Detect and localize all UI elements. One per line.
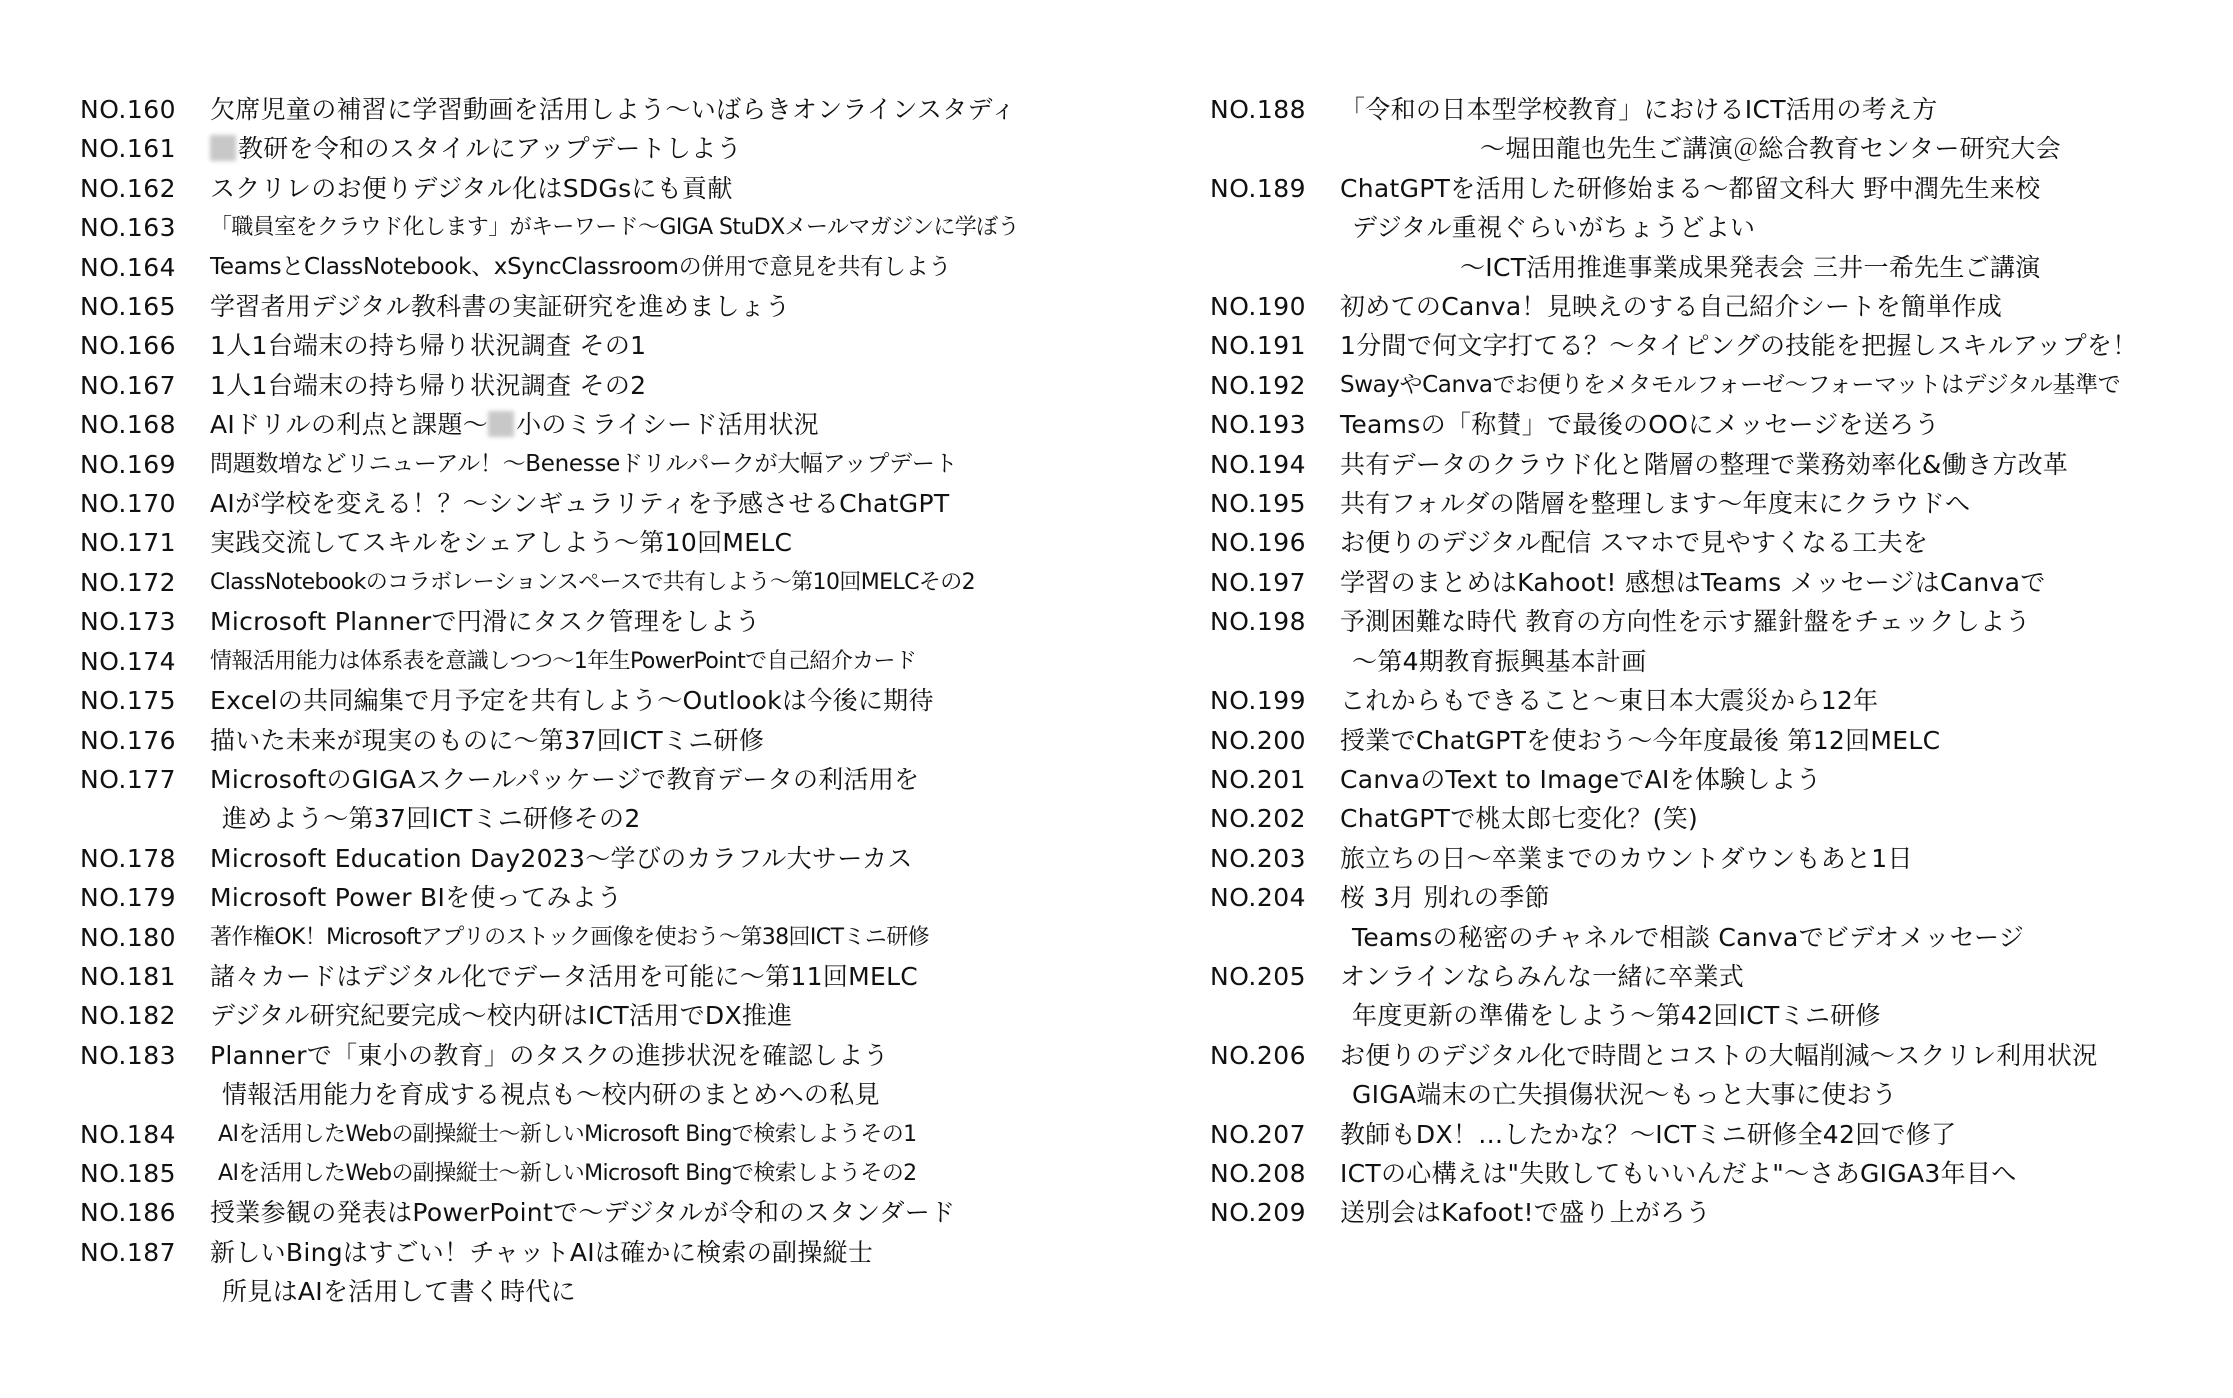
entry-number: NO.202 [1210,804,1307,834]
entry-title: 初めてのCanva！見映えのする自己紹介シートを簡単作成 [1340,292,2003,322]
entry-number: NO.162 [80,173,177,203]
entry-202 [1210,799,2210,838]
entry-title: AIを活用したWebの副操縦士～新しいMicrosoft Bingで検索しようその2 [218,1160,917,1186]
entry-title: 1人1台端末の持ち帰り状況調査 その1 [210,331,647,361]
entry-179 [80,878,1120,917]
entry-number: NO.187 [80,1237,177,1267]
entry-title: これからもできること～東日本大震災から12年 [1340,686,1879,716]
entry-title: 欠席児童の補習に学習動画を活用しよう～いばらきオンラインスタディ [210,95,1017,124]
entry-title: 旅立ちの日～卒業までのカウントダウンもあと1日 [1340,843,1913,873]
entry-title-continued: 所見はAIを活用して書く時代に [222,1277,576,1307]
entry-number: NO.182 [80,1001,177,1031]
entry-title: 学習のまとめはKahoot! 感想はTeams メッセージはCanvaで [1340,567,2046,597]
entry-title: Teamsの「称賛」で最後のOOにメッセージを送ろう [1340,410,1940,440]
entry-161 [80,129,1120,168]
entry-title-continued: GIGA端末の亡失損傷状況～もっと大事に使おう [1352,1080,1898,1110]
entry-title: Plannerで「東小の教育」のタスクの進捗状況を確認しよう [210,1040,889,1070]
entry-195 [1210,484,2210,523]
entry-title: 「令和の日本型学校教育」におけるICT活用の考え方 [1340,95,1938,124]
entry-number: NO.205 [1210,961,1307,991]
entry-title: 共有フォルダの階層を整理します～年度末にクラウドへ [1340,489,1971,519]
entry-title-continued: デジタル重視ぐらいがちょうどよい [1352,213,1756,243]
entry-title: ClassNotebookのコラボレーションスペースで共有しよう～第10回MELCその2 [210,569,976,595]
entry-203 [1210,839,2210,878]
entry-194 [1210,445,2210,484]
entry-number: NO.169 [80,449,177,479]
entry-183 [80,1036,1120,1115]
entry-204 [1210,878,2210,957]
entry-number: NO.195 [1210,489,1307,519]
entry-208 [1210,1154,2210,1193]
entry-number: NO.203 [1210,843,1307,873]
entry-number: NO.206 [1210,1040,1307,1070]
entry-title: 学習者用デジタル教科書の実証研究を進めましょう [210,292,791,322]
entry-title-line [210,129,742,168]
entry-173 [80,602,1120,641]
entry-title-continued: Teamsの秘密のチャネルで相談 Canvaでビデオメッセージ [1352,922,2025,952]
entry-189 [1210,169,2210,287]
redacted-mark [210,135,236,161]
entry-number: NO.179 [80,883,177,913]
entry-185 [80,1154,1120,1193]
entry-number: NO.164 [80,252,177,282]
entry-title: 1分間で何文字打てる？～タイピングの技能を把握しスキルアップを！ [1340,331,2138,361]
entry-title-continued: ～第4期教育振興基本計画 [1352,646,1647,676]
entry-162 [80,169,1120,208]
entry-175 [80,681,1120,720]
entry-197 [1210,563,2210,602]
entry-title: Microsoft Plannerで円滑にタスク管理をしよう [210,607,761,637]
entry-title: CanvaのText to ImageでAIを体験しよう [1340,764,1822,794]
entry-title: 新しいBingはすごい！チャットAIは確かに検索の副操縦士 [210,1237,874,1267]
entry-number: NO.173 [80,607,177,637]
entry-207 [1210,1115,2210,1154]
entry-176 [80,721,1120,760]
entry-186 [80,1193,1120,1232]
entry-number: NO.188 [1210,95,1307,124]
entry-170 [80,484,1120,523]
entry-title: SwayやCanvaでお便りをメタモルフォーゼ～フォーマットはデジタル基準で [1340,371,2121,398]
entry-title-part: 小のミライシード活用状況 [516,410,819,440]
entry-title: お便りのデジタル配信 スマホで見やすくなる工夫を [1340,528,1929,558]
entry-201 [1210,760,2210,799]
entry-title: 送別会はKafoot!で盛り上がろう [1340,1198,1711,1228]
entry-title: Microsoft Power BIを使ってみよう [210,883,623,913]
entry-160 [80,90,1120,129]
entry-number: NO.176 [80,725,177,755]
entry-191 [1210,326,2210,365]
entry-title: Microsoft Education Day2023～学びのカラフル大サーカス [210,843,913,873]
entry-number: NO.183 [80,1040,177,1070]
entry-title: AIを活用したWebの副操縦士～新しいMicrosoft Bingで検索しようその1 [218,1121,917,1147]
entry-title: AIが学校を変える！？～シンギュラリティを予感させるChatGPT [210,489,950,519]
entry-title: 授業参観の発表はPowerPointで～デジタルが令和のスタンダード [210,1198,956,1228]
entry-205 [1210,957,2210,1036]
entry-163 [80,208,1120,247]
entry-number: NO.181 [80,961,177,991]
entry-number: NO.180 [80,922,177,952]
entry-172 [80,563,1120,602]
entry-title: 桜 3月 別れの季節 [1340,883,1550,913]
entry-number: NO.198 [1210,607,1307,637]
right-column [1210,90,2210,1233]
entry-174 [80,642,1120,681]
entry-number: NO.172 [80,567,177,597]
entry-184 [80,1115,1120,1154]
entry-196 [1210,523,2210,562]
entry-171 [80,523,1120,562]
entry-title: Excelの共同編集で月予定を共有しよう～Outlookは今後に期待 [210,686,934,716]
entry-number: NO.191 [1210,331,1307,361]
entry-number: NO.204 [1210,883,1307,913]
entry-title: MicrosoftのGIGAスクールパッケージで教育データの利活用を [210,764,920,794]
entry-number: NO.185 [80,1158,177,1188]
entry-number: NO.178 [80,843,177,873]
entry-title: ICTの心構えは"失敗してもいいんだよ"～さあGIGA3年目へ [1340,1158,2017,1188]
entry-178 [80,839,1120,878]
entry-193 [1210,405,2210,444]
entry-200 [1210,721,2210,760]
entry-title: 教研を令和のスタイルにアップデートしよう [238,134,742,164]
entry-number: NO.175 [80,686,177,716]
entry-199 [1210,681,2210,720]
entry-number: NO.171 [80,528,177,558]
entry-title: 1人1台端末の持ち帰り状況調査 その2 [210,370,647,400]
entry-206 [1210,1036,2210,1115]
entry-166 [80,326,1120,365]
entry-182 [80,996,1120,1035]
entry-number: NO.197 [1210,567,1307,597]
entry-title: 共有データのクラウド化と階層の整理で業務効率化&働き方改革 [1340,449,2069,479]
entry-number: NO.168 [80,410,177,440]
entry-number: NO.174 [80,646,177,676]
entry-title-continued: ～堀田龍也先生ご講演＠総合教育センター研究大会 [1480,134,2061,164]
entry-number: NO.177 [80,764,177,794]
entry-number: NO.207 [1210,1119,1307,1149]
entry-title: ChatGPTを活用した研修始まる～都留文科大 野中潤先生来校 [1340,173,2041,203]
entry-number: NO.170 [80,489,177,519]
entry-198 [1210,602,2210,681]
entry-title-part: AIドリルの利点と課題～ [210,410,489,440]
entry-title: TeamsとClassNotebook、xSyncClassroomの併用で意見を共有しよう [210,253,952,280]
entry-number: NO.167 [80,370,177,400]
entry-title: 描いた未来が現実のものに～第37回ICTミニ研修 [210,725,765,755]
entry-188 [1210,90,2210,169]
entry-number: NO.200 [1210,725,1307,755]
entry-title: ChatGPTで桃太郎七変化？(笑) [1340,804,1699,834]
entry-title: 情報活用能力は体系表を意識しつつ～1年生PowerPointで自己紹介カード [210,648,917,674]
entry-192 [1210,366,2210,405]
entry-title: 諸々カードはデジタル化でデータ活用を可能に～第11回MELC [210,961,919,991]
entry-number: NO.161 [80,134,177,164]
entry-title: 予測困難な時代 教育の方向性を示す羅針盤をチェックしよう [1340,607,2031,637]
entry-title: 「職員室をクラウド化します」がキーワード～GIGA StuDXメールマガジンに学ぼう [210,215,1019,241]
entry-title: デジタル研究紀要完成～校内研はICT活用でDX推進 [210,1001,793,1031]
entry-title-continued: 年度更新の準備をしよう～第42回ICTミニ研修 [1352,1001,1881,1031]
entry-181 [80,957,1120,996]
entry-number: NO.201 [1210,764,1307,794]
entry-title-line [210,405,819,444]
entry-title: 実践交流してスキルをシェアしよう～第10回MELC [210,528,793,558]
entry-164 [80,248,1120,287]
entry-number: NO.194 [1210,449,1307,479]
entry-title: オンラインならみんな一緒に卒業式 [1340,961,1745,991]
entry-number: NO.184 [80,1119,177,1149]
entry-169 [80,445,1120,484]
entry-number: NO.166 [80,331,177,361]
entry-title-continued: 進めよう～第37回ICTミニ研修その2 [222,804,641,834]
redacted-mark [488,411,514,437]
entry-number: NO.196 [1210,528,1307,558]
entry-165 [80,287,1120,326]
entry-167 [80,366,1120,405]
entry-title: 著作権OK！Microsoftアプリのストック画像を使おう～第38回ICTミニ研修 [210,924,930,950]
entry-number: NO.190 [1210,292,1307,322]
entry-title: 教師もDX！…したかな？～ICTミニ研修全42回で修了 [1340,1119,1957,1149]
entry-177 [80,760,1120,839]
entry-title: お便りのデジタル化で時間とコストの大幅削減～スクリレ利用状況 [1340,1040,2098,1070]
entry-title-continued: 情報活用能力を育成する視点も～校内研のまとめへの私見 [222,1080,880,1110]
entry-168 [80,405,1120,444]
entry-number: NO.165 [80,292,177,322]
entry-number: NO.160 [80,95,177,124]
entry-number: NO.163 [80,213,177,243]
entry-190 [1210,287,2210,326]
left-column [80,90,1120,1312]
entry-187 [80,1233,1120,1312]
entry-title: スクリレのお便りデジタル化はSDGsにも貢献 [210,173,733,203]
entry-number: NO.209 [1210,1198,1307,1228]
entry-180 [80,918,1120,957]
entry-title-continued: ～ICT活用推進事業成果発表会 三井一希先生ご講演 [1460,252,2041,282]
entry-number: NO.186 [80,1198,177,1228]
entry-title: 問題数増などリニューアル！～Benesseドリルパークが大幅アップデート [210,450,958,477]
entry-title: 授業でChatGPTを使おう～今年度最後 第12回MELC [1340,725,1941,755]
entry-number: NO.193 [1210,410,1307,440]
entry-number: NO.208 [1210,1158,1307,1188]
entry-209 [1210,1193,2210,1232]
entry-number: NO.189 [1210,173,1307,203]
entry-number: NO.192 [1210,370,1307,400]
entry-number: NO.199 [1210,686,1307,716]
